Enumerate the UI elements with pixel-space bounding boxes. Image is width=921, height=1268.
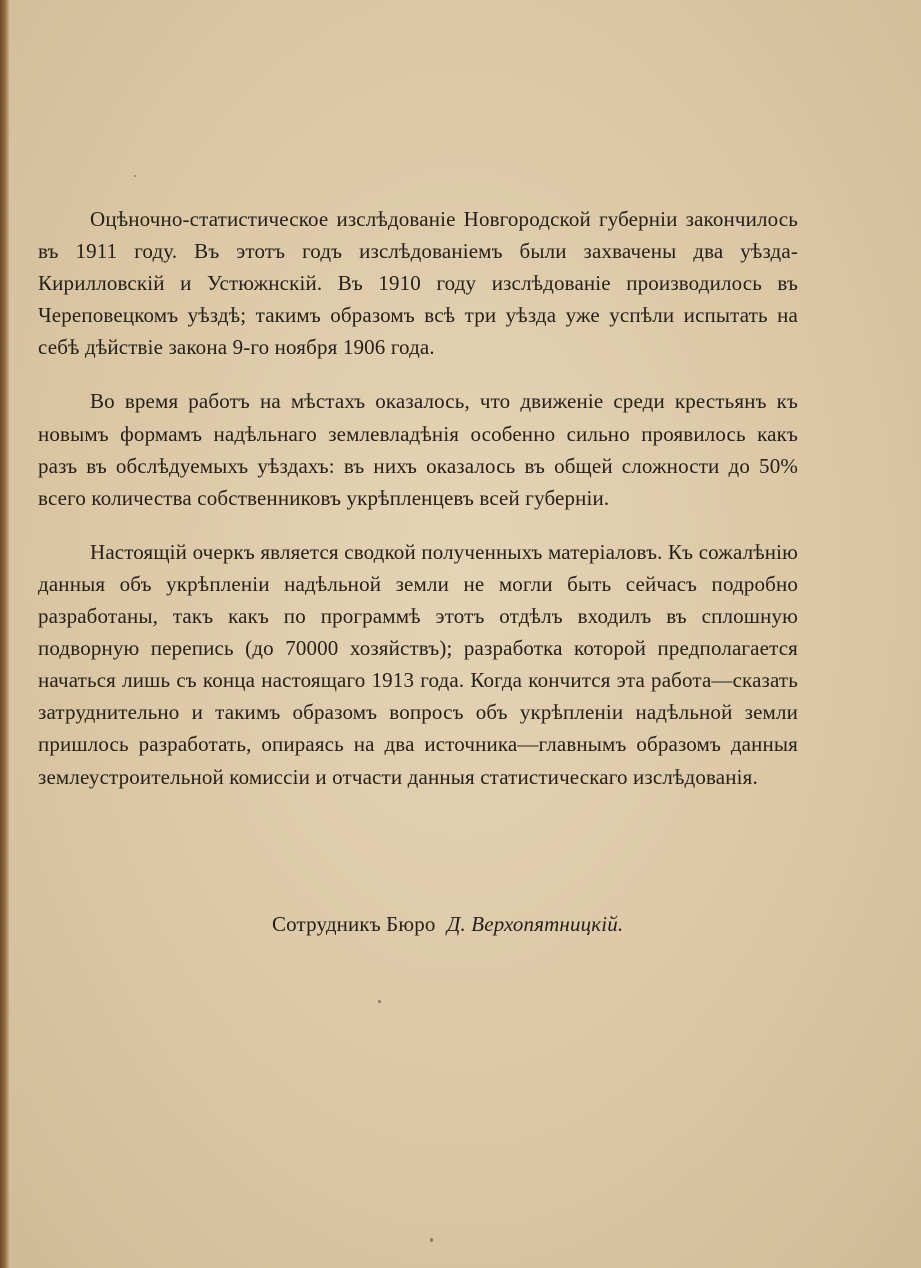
binding-edge	[0, 0, 9, 1268]
paper-speck	[378, 1000, 381, 1003]
signature-role: Сотрудникъ Бюро	[272, 912, 436, 936]
body-text	[38, 203, 798, 793]
paragraph-3: Настоящiй очеркъ является сводкой полученныхъ матерiаловъ. Къ сожалѣнiю данныя объ укрѣпленiи надѣльной земли не могли быть сейчасъ подробно разработаны, такъ какъ по программѣ этотъ отдѣлъ входилъ въ сплошную подворную перепись (до 70000 хозяйствъ); разработка которой предполагается начаться лишь съ конца настоящаго 1913 года. Когда кончится эта работа—сказать затруднительно и такимъ образомъ вопросъ объ укрѣпленiи надѣльной земли пришлось разработать, опираясь на два источника—главнымъ образомъ данныя землеустроительной комиссiи и отчасти данныя статистическаго изслѣдованiя.	[38, 539, 798, 789]
paragraph-2: Во время работъ на мѣстахъ оказалось, что движенiе среди крестьянъ къ новымъ формамъ надѣльнаго землевладѣнiя особенно сильно проявилось какъ разъ въ обслѣдуемыхъ уѣздахъ: въ нихъ оказалось въ общей сложности до 50% всего количества собственниковъ укрѣпленцевъ всей губернiи.	[38, 389, 798, 510]
paper-speck	[430, 1238, 433, 1242]
paper-speck	[134, 175, 136, 177]
paragraph-1: Оцѣночно-статистическое изслѣдованiе Новгородской губернiи закончилось въ 1911 году. Въ этотъ годъ изслѣдованiемъ были захвачены два уѣзда- Кирилловскiй и Устюжнскiй. Въ 1910 году изслѣдованiе производилось въ Череповецкомъ уѣздѣ; такимъ образомъ всѣ три уѣзда уже успѣли испытать на себѣ дѣйствiе закона 9-го ноября 1906 года.	[38, 207, 798, 360]
signature-line	[272, 908, 623, 940]
signature-name: Д. Верхопятницкiй.	[446, 912, 624, 936]
